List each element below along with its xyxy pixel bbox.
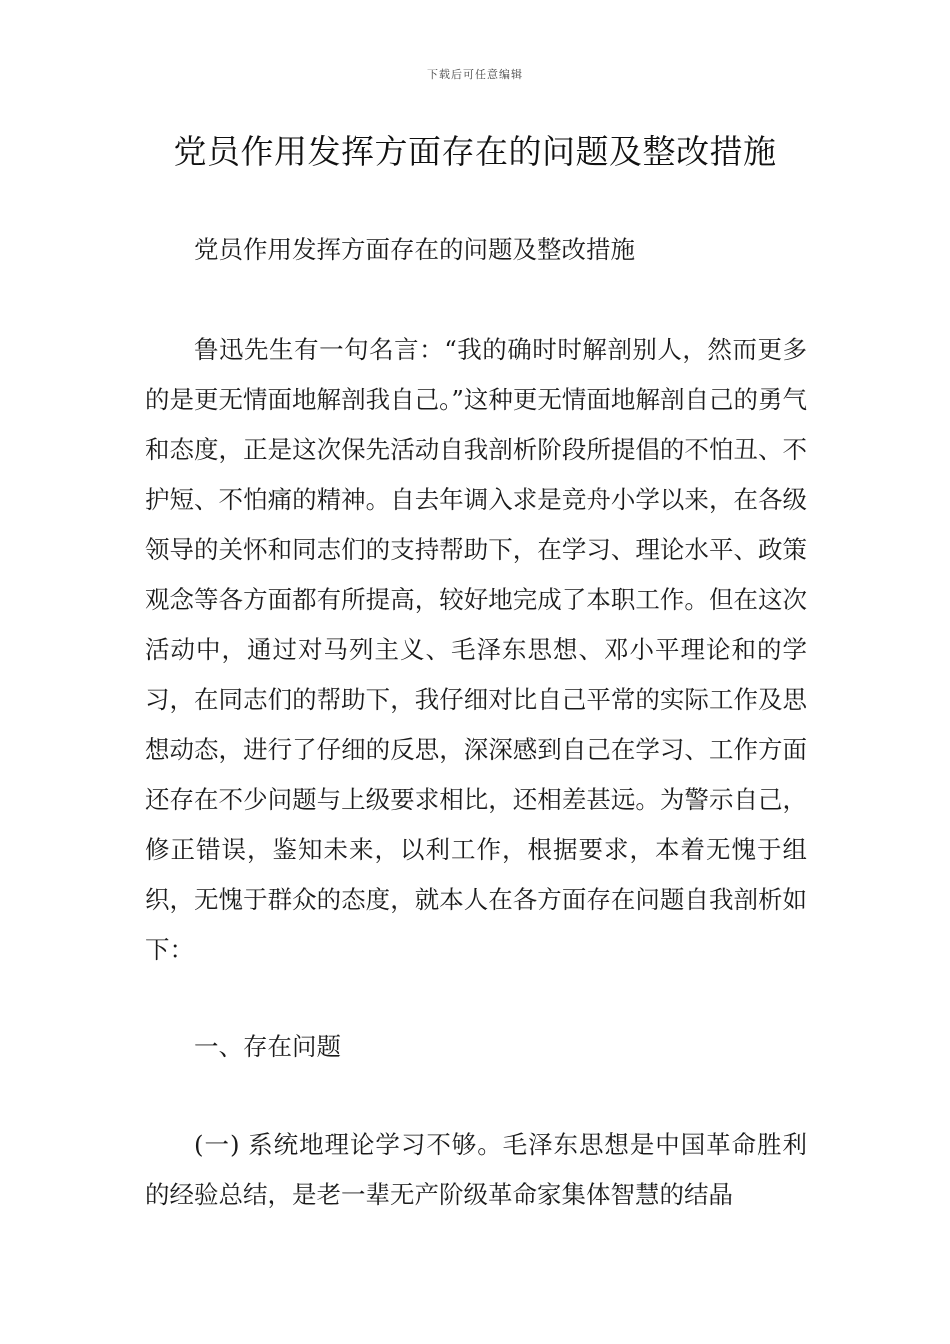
section-heading: 一、存在问题 [194, 1032, 341, 1061]
item-paragraph: (一) 系统地理论学习不够。毛泽东思想是中国革命胜利的经验总结，是老一辈无产阶级革命家集体智慧的结晶 [145, 1130, 807, 1209]
header-note: 下载后可任意编辑 [427, 68, 523, 81]
intro-paragraph: 鲁迅先生有一句名言：“我的确时时解剖别人，然而更多的是更无情面地解剖我自己。”这种更无情面地解剖自己的勇气和态度，正是这次保先活动自我剖析阶段所提倡的不怕丑、不护短、不怕痛的精神。自去年调入求是竞舟小学以来，在各级领导的关怀和同志们的支持帮助下，在学习、理论水平、政策观念等各方面都有所提高，较好地完成了本职工作。但在这次活动中，通过对马列主义、毛泽东思想、邓小平理论和的学习，在同志们的帮助下，我仔细对比自己平常的实际工作及思想动态，进行了仔细的反思，深深感到自己在学习、工作方面还存在不少问题与上级要求相比，还相差甚远。为警示自己，修正错误，鉴知未来，以利工作，根据要求，本着无愧于组织，无愧于群众的态度，就本人在各方面存在问题自我剖析如下： [145, 335, 807, 964]
document-subtitle: 党员作用发挥方面存在的问题及整改措施 [194, 235, 635, 264]
document-title: 党员作用发挥方面存在的问题及整改措施 [173, 132, 777, 171]
